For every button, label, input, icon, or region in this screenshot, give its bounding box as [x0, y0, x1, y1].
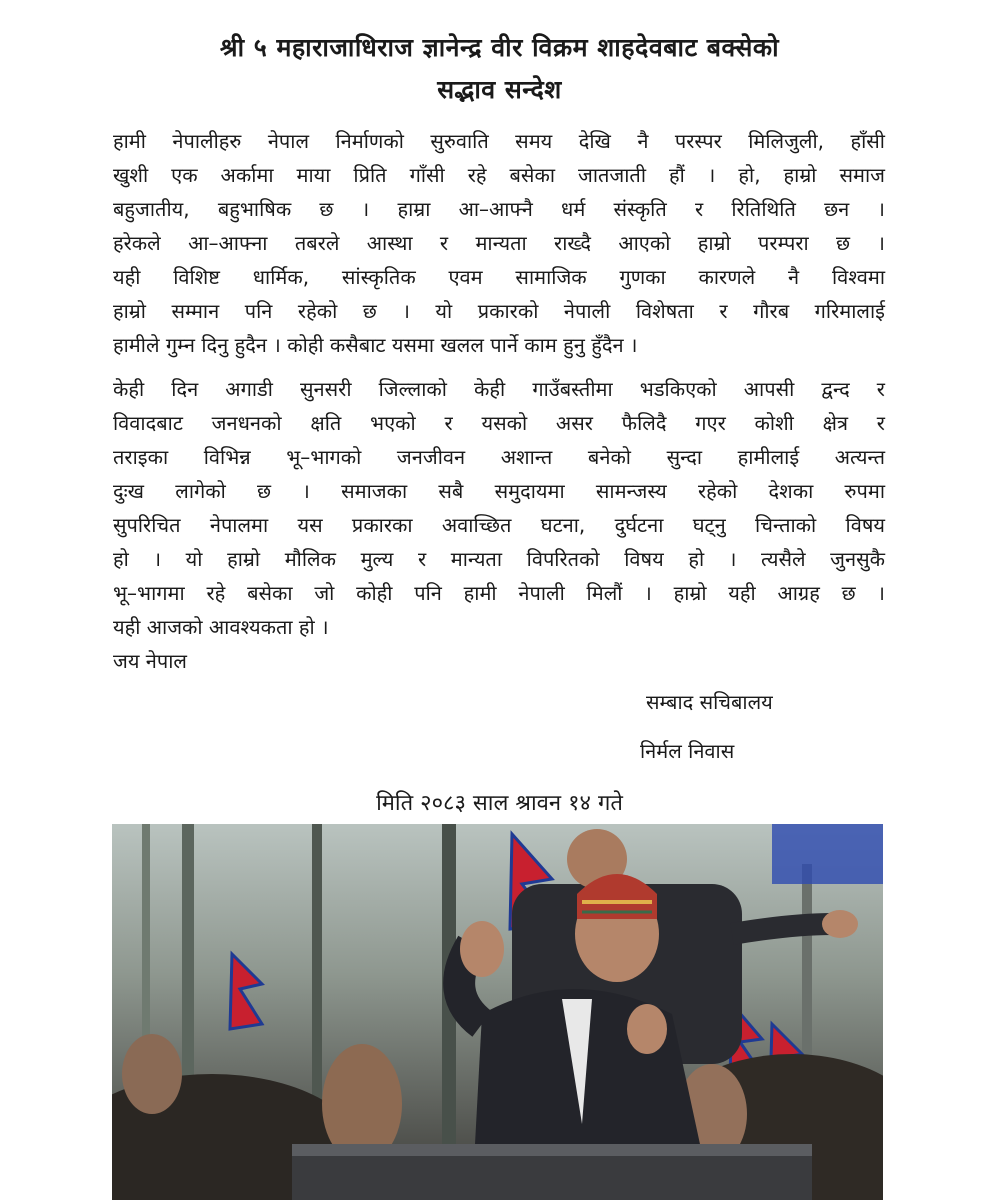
paragraph-line: सुपरिचित नेपालमा यस प्रकारका अवाच्छित घटना, दुर्घटना घट्नु चिन्ताको विषय [113, 513, 885, 537]
document-title-line1: श्री ५ महाराजाधिराज ज्ञानेन्द्र वीर विक्रम शाहदेवबाट बक्सेको [219, 33, 780, 62]
paragraph-line: बहुजातीय, बहुभाषिक छ । हाम्रा आ–आफ्नै धर्म संस्कृति र रितिथिति छन । [113, 197, 885, 221]
paragraph-line: हामी नेपालीहरु नेपाल निर्माणको सुरुवाति समय देखि नै परस्पर मिलिजुली, हाँसी [113, 129, 885, 153]
message-paragraph-1 [113, 124, 885, 362]
crowd-photo [112, 824, 883, 1200]
paragraph-line: खुशी एक अर्कामा माया प्रिति गाँसी रहे बसेका जातजाती हौं । हो, हाम्रो समाज [113, 163, 885, 187]
paragraph-line: विवादबाट जनधनको क्षति भएको र यसको असर फैलिदै गएर कोशी क्षेत्र र [113, 411, 885, 435]
paragraph-line: केही दिन अगाडी सुनसरी जिल्लाको केही गाउँबस्तीमा भडकिएको आपसी द्वन्द र [113, 377, 885, 401]
document-title-line2: सद्भाव सन्देश [437, 75, 562, 104]
paragraph-line: हामीले गुम्न दिनु हुदैन । कोही कसैबाट यसमा खलल पार्ने काम हुनु हुँदैन । [113, 333, 638, 357]
paragraph-line: हाम्रो सम्मान पनि रहेको छ । यो प्रकारको नेपाली विशेषता र गौरब गरिमालाई [113, 299, 885, 323]
message-paragraph-2 [113, 372, 885, 678]
crowd-photo-illustration [112, 824, 883, 1200]
paragraph-line: यही विशिष्ट धार्मिक, सांस्कृतिक एवम सामाजिक गुणका कारणले नै विश्वमा [113, 265, 885, 289]
document-date: मिति २०८३ साल श्रावन १४ गते [376, 791, 623, 816]
paragraph-line: तराइका विभिन्न भू–भागको जनजीवन अशान्त बनेको सुन्दा हामीलाई अत्यन्त [113, 445, 885, 469]
paragraph-line: दुःख लागेको छ । समाजका सबै समुदायमा सामन्जस्य रहेको देशका रुपमा [113, 479, 885, 503]
paragraph-line: हो । यो हाम्रो मौलिक मुल्य र मान्यता विपरितको विषय हो । त्यसैले जुनसुकै [113, 547, 885, 571]
paragraph-line: यही आजको आवश्यकता हो । [113, 615, 329, 639]
paragraph-line: भू–भागमा रहे बसेका जो कोही पनि हामी नेपाली मिलौं । हाम्रो यही आग्रह छ । [113, 581, 885, 605]
signature-office: सम्बाद सचिबालय [646, 690, 773, 714]
signature-residence: निर्मल निवास [640, 739, 735, 763]
closing-salutation: जय नेपाल [113, 649, 187, 673]
paragraph-line: हरेकले आ–आफ्ना तबरले आस्था र मान्यता राख्दै आएको हाम्रो परम्परा छ । [113, 231, 885, 255]
